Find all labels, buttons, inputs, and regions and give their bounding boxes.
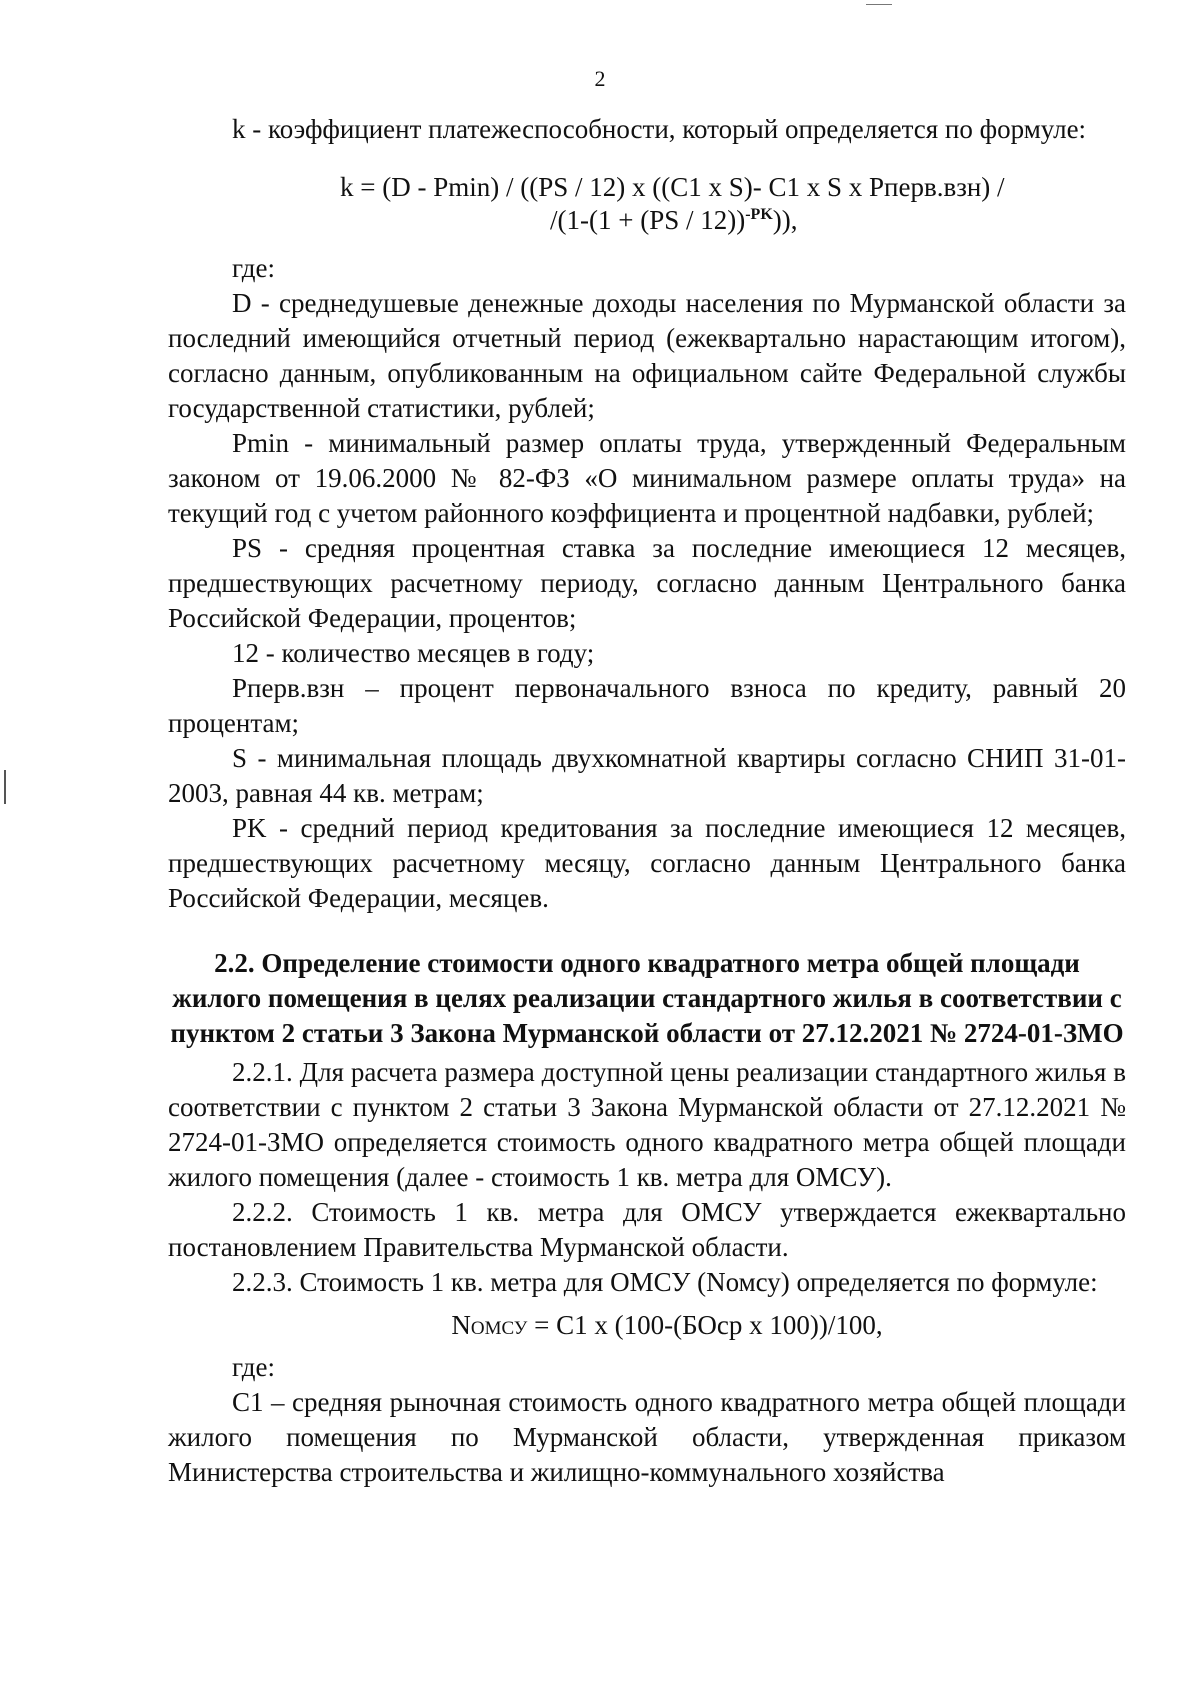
section-heading-2-2: 2.2. Определение стоимости одного квадратного метра общей площади жилого помещения в целях реализации стандартного жилья в соответствии с пунктом 2 статьи 3 Закона Мурманской области от 27.12.2021 № 2724-01-ЗМО [170,948,1124,1048]
formula-nomsu: NОМСУ = C1 x (100-(БОср x 100))/100, [451,1310,883,1340]
paragraph-2-2-1: 2.2.1. Для расчета размера доступной цены реализации стандартного жилья в соответствии с пунктом 2 статьи 3 Закона Мурманской области от 27.12.2021 № 2724-01-ЗМО определяется стоимость одного квадратного метра общей площади жилого помещения (далее - стоимость 1 кв. метра для ОМСУ). [168,1057,1126,1192]
page-number: 2 [594,66,606,91]
paragraph-2-2-3: 2.2.3. Стоимость 1 кв. метра для ОМСУ (Nомсу) определяется по формуле: [232,1267,1098,1297]
where-label-1: где: [232,253,275,283]
paragraph-k-intro: k - коэффициент платежеспособности, который определяется по формуле: [232,114,1087,144]
formula-k [168,171,1126,237]
definition-ps: PS - средняя процентная ставка за последние имеющиеся 12 месяцев, предшествующих расчетному периоду, согласно данным Центрального банка Российской Федерации, процентов; [168,533,1126,633]
definition-12: 12 - количество месяцев в году; [232,638,595,668]
definition-pmin: Pmin - минимальный размер оплаты труда, утвержденный Федеральным законом от 19.06.2000 № 82-ФЗ «О минимальном размере оплаты труда» на текущий год с учетом районного коэффициента и процентной надбавки, рублей; [168,428,1126,528]
scan-artifact-left [4,770,6,804]
paragraph-2-2-2: 2.2.2. Стоимость 1 кв. метра для ОМСУ утверждается ежеквартально постановлением Правительства Мурманской области. [168,1197,1126,1262]
definition-s: S - минимальная площадь двухкомнатной квартиры согласно СНИП 31-01-2003, равная 44 кв. метрам; [168,743,1126,808]
definition-pperv: Рперв.взн – процент первоначального взноса по кредиту, равный 20 процентам; [168,673,1126,738]
definition-pk: PK - средний период кредитования за последние имеющиеся 12 месяцев, предшествующих расчетному месяцу, согласно данным Центрального банка Российской Федерации, месяцев. [168,813,1126,913]
document-body [168,112,1126,1490]
formula-k-exponent: -PK [745,206,773,223]
scan-artifact-top [866,4,892,5]
formula-k-line1: k = (D - Pmin) / ((PS / 12) x ((C1 x S)- C1 x S x Pперв.взн) / [340,172,1005,202]
formula-k-line2: $/(1-(1 + (PS / 12))^{-PK})$), [550,205,798,235]
definition-c1: C1 – средняя рыночная стоимость одного квадратного метра общей площади жилого помещения по Мурманской области, утвержденная приказом Министерства строительства и жилищно-коммунального хозяйства [168,1387,1126,1487]
definition-d: D - среднедушевые денежные доходы населения по Мурманской области за последний имеющийся отчетный период (ежеквартально нарастающим итогом), согласно данным, опубликованным на официальном сайте Федеральной службы государственной статистики, рублей; [168,288,1126,423]
formula-nomsu-subscript: ОМСУ [470,1318,528,1339]
where-label-2: где: [232,1352,275,1382]
